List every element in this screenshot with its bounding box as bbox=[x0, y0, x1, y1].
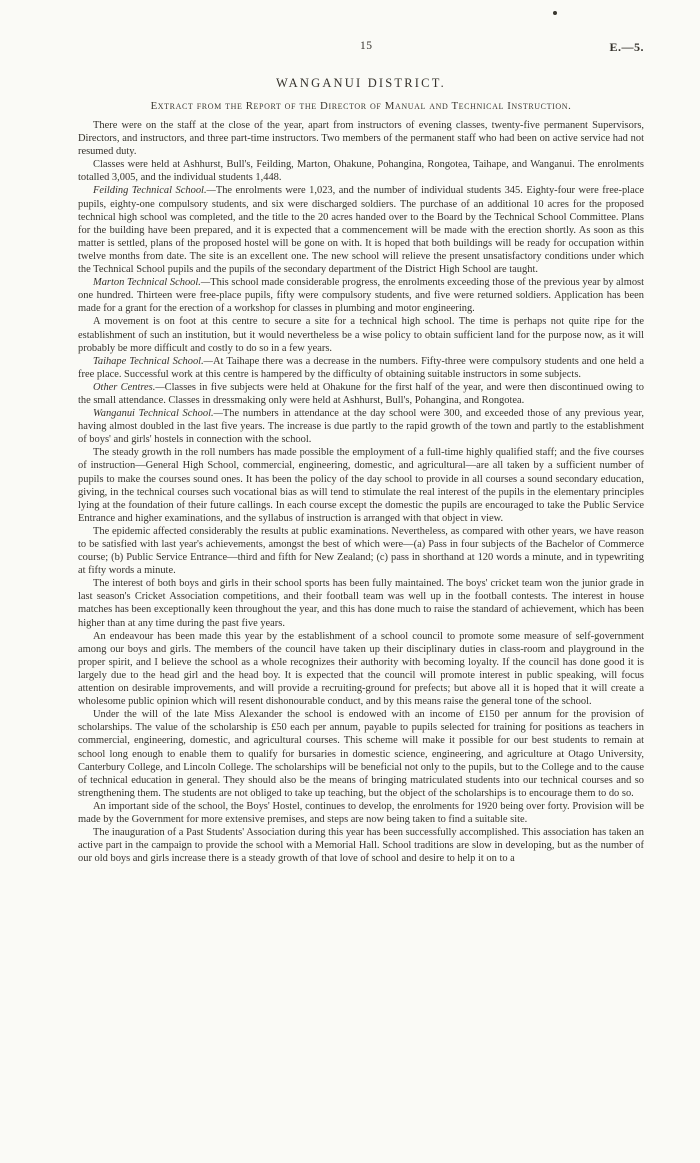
paragraph-lead: Wanganui Technical School.— bbox=[93, 408, 223, 420]
scan-artifact-dot bbox=[553, 11, 557, 15]
paragraph bbox=[78, 407, 644, 446]
paragraph-lead: Other Centres.— bbox=[93, 381, 165, 393]
paragraph bbox=[78, 708, 644, 800]
paragraph bbox=[78, 355, 644, 381]
district-title: WANGANUI DISTRICT. bbox=[276, 76, 446, 90]
paragraph-text: The numbers in attendance at the day school were 300, and exceeded those of any previous year, having almost doubled in the last five years. The increase is due partly to the rapid growth of the town and partly to the establishment of boys' and girls' hostels in connection with the school. bbox=[78, 408, 644, 446]
page-header bbox=[78, 40, 644, 56]
paragraph-text: There were on the staff at the close of the year, apart from instructors of evening classes, twenty-five permanent Supervisors, Directors, and instructors, and three part-time instructors. Two members of the permanent staff who had been on active service had not resumed duty. bbox=[78, 120, 644, 158]
extract-subtitle: Extract from the Report of the Director of Manual and Technical Instruction. bbox=[150, 100, 572, 112]
paragraph bbox=[78, 276, 644, 315]
paragraph-text: The epidemic affected considerably the results at public examinations. Nevertheless, as compared with other years, we have reason to be satisfied with last year's achievements, amongst the best of which were—(a) Pass in four subjects of the Bachelor of Commerce course; (b) Public Service Entrance—third and fifth for New Zealand; (c) pass in shorthand at 120 words a minute, and in typewriting at fifty words a minute. bbox=[78, 525, 644, 577]
paragraph bbox=[78, 381, 644, 407]
paragraph bbox=[78, 315, 644, 354]
paragraph-lead: Marton Technical School.— bbox=[93, 277, 211, 289]
paragraph-lead: Taihape Technical School.— bbox=[93, 355, 213, 367]
document-body bbox=[78, 119, 644, 865]
paragraph bbox=[78, 525, 644, 577]
paragraph-text: The enrolments were 1,023, and the number of individual students 345. Eighty-four were free-place pupils, eighty-one compulsory students, and six were discharged soldiers. The purchase of an additional 10 acres for the proposed technical high school was completed, and the title to the 20 acres handed over to the Board by the Technical School Committee. Plans for the building have been prepared, and it is expected that a commencement will be made with the erection shortly. As soon as this matter is settled, plans of the proposed hostel will be gone on with. It is hoped that both buildings will be ready for occupation within twelve months from date. The site is an excellent one. The new school will relieve the present unsatisfactory conditions under which the Technical School pupils and the pupils of the secondary department of the District High School are taught. bbox=[78, 185, 644, 276]
paragraph-text: Classes in five subjects were held at Ohakune for the first half of the year, and were then discontinued owing to the small attendance. Classes in dressmaking only were held at Ashhurst, Bull's, Pohangina, and Rongotea. bbox=[78, 381, 644, 406]
paragraph-text: An important side of the school, the Boys' Hostel, continues to develop, the enrolments for 1920 being over forty. Provision will be made by the Government for more extensive premises, and steps are now being taken to find a suitable site. bbox=[78, 800, 644, 825]
paragraph bbox=[78, 577, 644, 629]
paragraph-text: The interest of both boys and girls in their school sports has been fully maintained. The boys' cricket team won the junior grade in last season's Cricket Association competitions, and their football team was well up in the football contests. The interest in house matches has been exceptionally keen throughout the year, and this has done much to raise the standard of achievement, which has been higher than at any time during the past five years. bbox=[78, 578, 644, 629]
paragraph-lead: Feilding Technical School.— bbox=[93, 185, 216, 197]
paragraph-text: Under the will of the late Miss Alexander the school is endowed with an income of £150 per annum for the provision of scholarships. The value of the scholarship is £50 each per annum, payable to pupils selected for training for positions as teachers in commercial, engineering, domestic, and agricultural courses. This scheme will make it possible for our best students to remain at school long enough to enable them to qualify for bursaries in domestic science, engineering, and agriculture at Otago University, Canterbury College, and Lincoln College. The scholarships will be beneficial not only to the pupils, but to the College and to the cause of technical education in general. They should also be the means of bringing matriculated students into our technical courses and so strengthening them. The students are not obliged to take up teaching, but the object of the scholarships is to encourage them to do so. bbox=[78, 709, 644, 799]
paragraph bbox=[78, 119, 644, 158]
paragraph-text: This school made considerable progress, the enrolments exceeding those of the previous year by almost one hundred. Thirteen were free-place pupils, fifty were compulsory students, and five were returned soldiers. Application has been made for a grant for the erection of a workshop for classes in plumbing and motor engineering. bbox=[78, 277, 644, 315]
page-content bbox=[78, 40, 644, 865]
paragraph bbox=[78, 184, 644, 276]
paragraph-text: An endeavour has been made this year by the establishment of a school council to promote some measure of self-government among our boys and girls. The members of the council have taken up their disciplinary duties in class-room and playground in the proper spirit, and I believe the school as a whole recognizes their authority with becoming loyalty. If the council has done good it is largely due to the head girl and the head boy. It is expected that the council will promote interest in public speaking, will focus attention on desirable improvements, and will provide a recruiting-ground for prefects; but above all it is hoped that it will create a wholesome public opinion which will resent dishonourable conduct, and by this means raise the general tone of the school. bbox=[78, 630, 644, 708]
paragraph bbox=[78, 158, 644, 184]
paragraph-text: The steady growth in the roll numbers has made possible the employment of a full-time highly qualified staff; and the five courses of instruction—General High School, commercial, engineering, domestic, and agricultural—are all taken by a sufficient number of pupils to make the courses sound ones. It has been the policy of the day school to provide in all courses a sound secondary education, giving, in the technical courses such vocational bias as will tend to stimulate the real interest of the pupils in the elementary principles lying at the foundation of their future callings. In each course except the domestic the pupils are encouraged to take the Public Service Entrance and higher examinations, and the syllabus of instruction is arranged with that object in view. bbox=[78, 447, 644, 524]
paragraph-text: Classes were held at Ashhurst, Bull's, Feilding, Marton, Ohakune, Pohangina, Rongotea, Taihape, and Wanganui. The enrolments totalled 3,005, and the individual students 1,448. bbox=[78, 159, 644, 184]
paragraph bbox=[78, 630, 644, 709]
paragraph bbox=[78, 826, 644, 865]
page-number: 15 bbox=[360, 40, 373, 52]
paragraph bbox=[78, 446, 644, 525]
paragraph-text: The inauguration of a Past Students' Association during this year has been successfully accomplished. This association has taken an active part in the campaign to provide the school with a Memorial Hall. School traditions are slow in developing, but as the number of our old boys and girls increase there is a steady growth of that love of school and desire to help it on to a bbox=[78, 827, 644, 865]
paragraph-text: A movement is on foot at this centre to secure a site for a technical high school. The time is perhaps not quite ripe for the establishment of such an institution, but it would nevertheless be a wise policy to obtain sufficient land for the purpose now, as it will probably be more difficult and costly to do so in a few years. bbox=[78, 316, 644, 354]
paragraph bbox=[78, 800, 644, 826]
report-code: E.—5. bbox=[609, 40, 644, 54]
paragraph-text: At Taihape there was a decrease in the numbers. Fifty-three were compulsory students and one held a free place. Successful work at this centre is hampered by the difficulty of obtaining suitable instructors in some subjects. bbox=[78, 355, 644, 380]
